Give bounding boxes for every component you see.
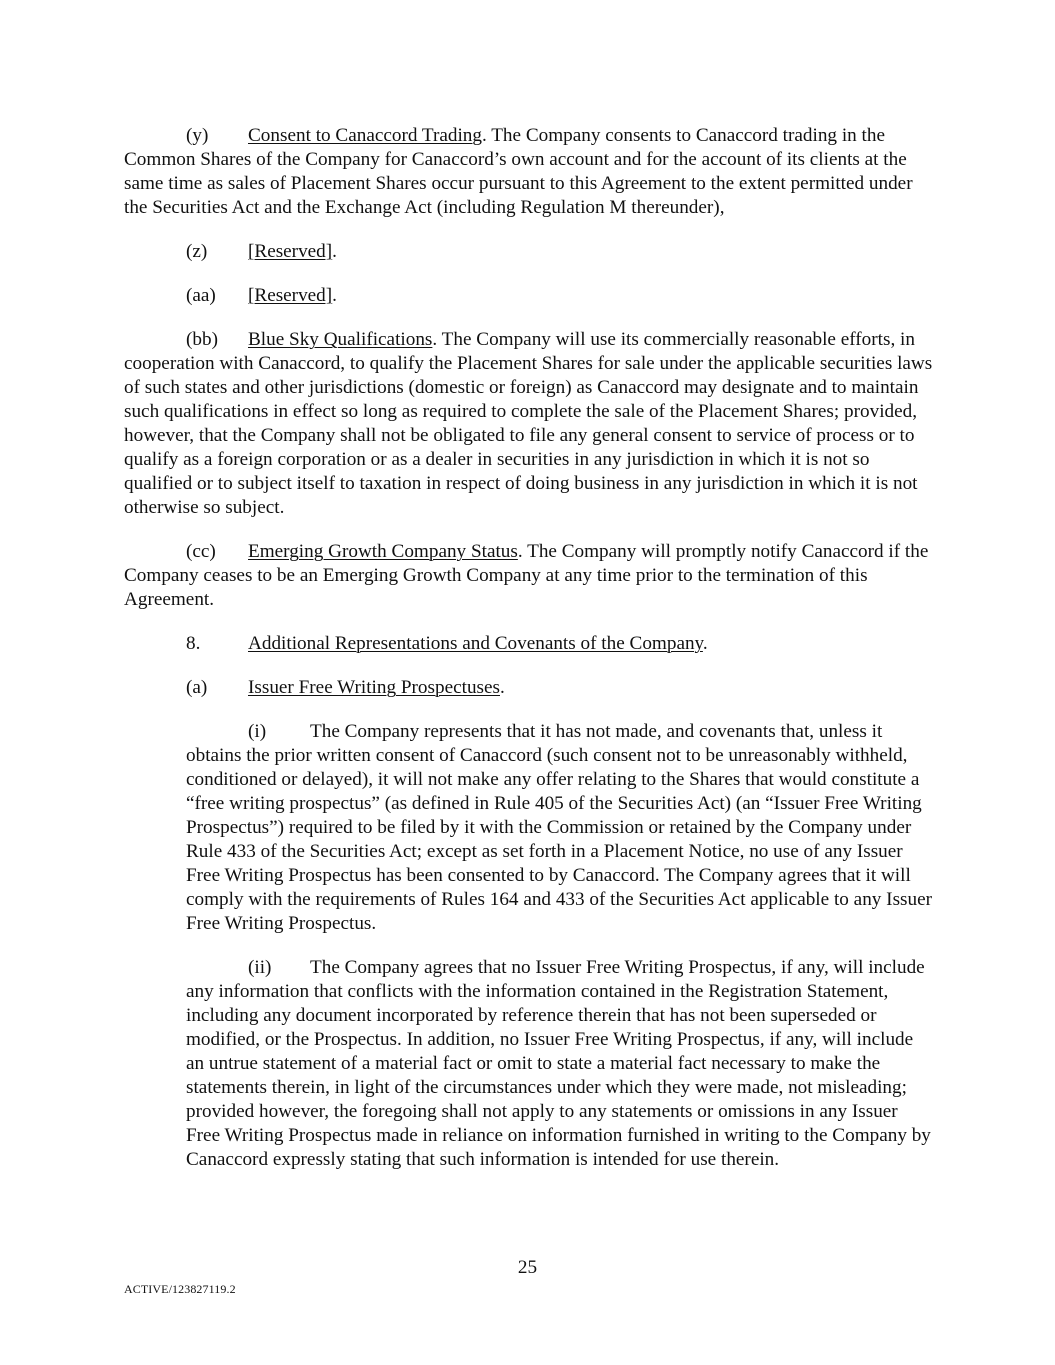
paragraph-z — [124, 240, 936, 264]
document-id: ACTIVE/123827119.2 — [124, 1282, 236, 1296]
paragraph-heading: Consent to Canaccord Trading — [248, 125, 482, 146]
section-heading-punctuation: . — [702, 633, 708, 654]
paragraph-heading: Emerging Growth Company Status — [248, 541, 518, 562]
paragraph-heading: Issuer Free Writing Prospectuses — [248, 677, 500, 698]
section-heading: Additional Representations and Covenants of the Company — [248, 633, 703, 654]
section-8-heading — [124, 632, 936, 656]
paragraph-text: . — [332, 241, 337, 262]
paragraph-heading: [Reserved] — [248, 241, 333, 262]
page-number: 25 — [517, 1257, 538, 1278]
paragraph-number: (z) — [186, 241, 208, 262]
paragraph-number: (aa) — [186, 285, 216, 306]
subparagraph-ii — [186, 956, 936, 1172]
paragraph-text: . — [500, 677, 505, 698]
paragraph-number: (y) — [186, 125, 209, 146]
subparagraph-text: The Company represents that it has not made, and covenants that, unless it obtains the prior written consent of Canaccord (such consent not to be unreasonably withheld, conditioned or delayed), it will not make any offer relating to the Shares that would constitute a “free writing prospectus” (as defined in Rule 405 of the Securities Act) (an “Issuer Free Writing Prospectus”) required to be filed by it with the Commission or retained by the Company under Rule 433 of the Securities Act; except as set forth in a Placement Notice, no use of any Issuer Free Writing Prospectus has been consented to by Canaccord. The Company agrees that it will comply with the requirements of Rules 164 and 433 of the Securities Act applicable to any Issuer Free Writing Prospectus. — [186, 721, 932, 934]
paragraph-a — [124, 676, 936, 700]
subparagraph-i — [186, 720, 936, 936]
paragraph-number: (bb) — [186, 329, 218, 350]
paragraph-aa — [124, 284, 936, 308]
paragraph-heading: [Reserved] — [248, 285, 333, 306]
paragraph-cc — [124, 540, 936, 612]
subparagraph-number: (ii) — [248, 957, 272, 978]
subparagraph-text: The Company agrees that no Issuer Free Writing Prospectus, if any, will include any information that conflicts with the information contained in the Registration Statement, including any document incorporated by reference therein that has not been superseded or modified, or the Prospectus. In addition, no Issuer Free Writing Prospectus, if any, will include an untrue statement of a material fact or omit to state a material fact necessary to make the statements therein, in light of the circumstances under which they were made, not misleading; provided however, the foregoing shall not apply to any statements or omissions in any Issuer Free Writing Prospectus made in reliance on information furnished in writing to the Company by Canaccord expressly stating that such information is intended for use therein. — [186, 957, 931, 1170]
paragraph-text: . The Company consents to Canaccord trading in the Common Shares of the Company for Canaccord’s own account and for the account of its clients at the same time as sales of Placement Shares occur pursuant to this Agreement to the extent permitted under the Securities Act and the Exchange Act (including Regulation M thereunder), — [124, 125, 913, 218]
paragraph-heading: Blue Sky Qualifications — [248, 329, 433, 350]
paragraph-text: . — [332, 285, 337, 306]
subparagraph-number: (i) — [248, 721, 267, 742]
paragraph-number: (a) — [186, 677, 208, 698]
paragraph-number: (cc) — [186, 541, 216, 562]
paragraph-bb — [124, 328, 936, 520]
paragraph-text: . The Company will promptly notify Canaccord if the Company ceases to be an Emerging Growth Company at any time prior to the termination of this Agreement. — [124, 541, 929, 610]
section-number: 8. — [186, 633, 201, 654]
paragraph-y — [124, 124, 936, 220]
document-body — [124, 124, 936, 1192]
paragraph-text: . The Company will use its commercially reasonable efforts, in cooperation with Canaccord, to qualify the Placement Shares for sale under the applicable securities laws of such states and other jurisdictions (domestic or foreign) as Canaccord may designate and to maintain such qualifications in effect so long as required to complete the sale of the Placement Shares; provided, however, that the Company shall not be obligated to file any general consent to service of process or to qualify as a foreign corporation or as a dealer in securities in any jurisdiction in which it is not so qualified or to subject itself to taxation in respect of doing business in any jurisdiction in which it is not otherwise so subject. — [124, 329, 933, 518]
